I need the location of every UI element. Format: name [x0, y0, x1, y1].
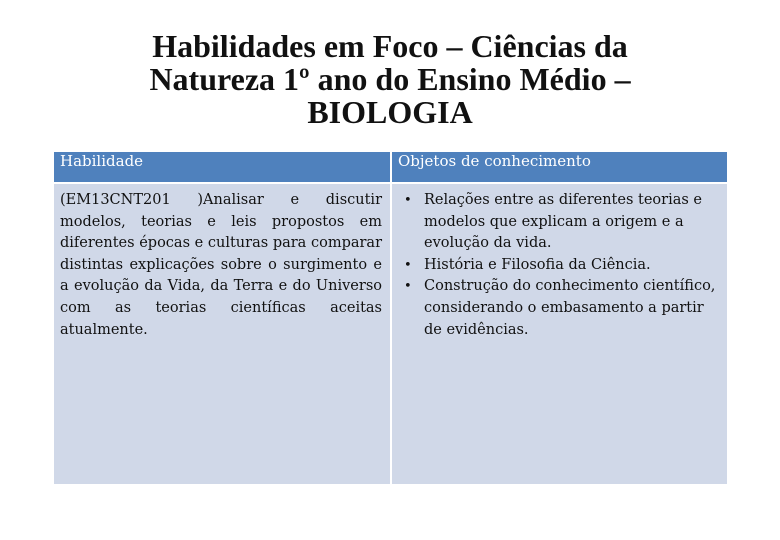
header-objects: Objetos de conhecimento: [391, 151, 728, 183]
skill-cell: [53, 183, 391, 485]
page-title-line-3: BIOLOGIA: [307, 94, 473, 130]
header-skill: Habilidade: [53, 151, 391, 183]
page-title-line-2: Natureza 1º ano do Ensino Médio –: [149, 61, 631, 97]
skill-description: (EM13CNT201 )Analisar e discutir modelos, teorias e leis propostos em diferentes épocas e culturas para comparar distintas explicações sobre o surgimento e a evolução da Vida, da Terra e do Universo com as teorias científicas aceitas atualmente.: [60, 192, 382, 338]
page-title: [60, 30, 720, 129]
bullet-icon: •: [404, 193, 412, 208]
bullet-icon: •: [404, 279, 412, 295]
table-row: [53, 183, 728, 485]
objects-cell: [391, 183, 728, 485]
page-title-line-1: Habilidades em Foco – Ciências da: [152, 28, 628, 64]
object-text: História e Filosofia da Ciência.: [424, 256, 651, 273]
objects-list: [398, 190, 719, 341]
skills-table: [52, 150, 729, 486]
bullet-icon: •: [404, 257, 412, 273]
object-text: Relações entre as diferentes teorias e modelos que explicam a origem e a evolução da vida.: [424, 192, 702, 252]
object-text: Construção do conhecimento científico, considerando o embasamento a partir de evidências.: [424, 278, 716, 338]
list-item: [398, 255, 719, 277]
list-item: [398, 276, 719, 341]
list-item: [398, 190, 719, 255]
table-header-row: [53, 151, 728, 183]
